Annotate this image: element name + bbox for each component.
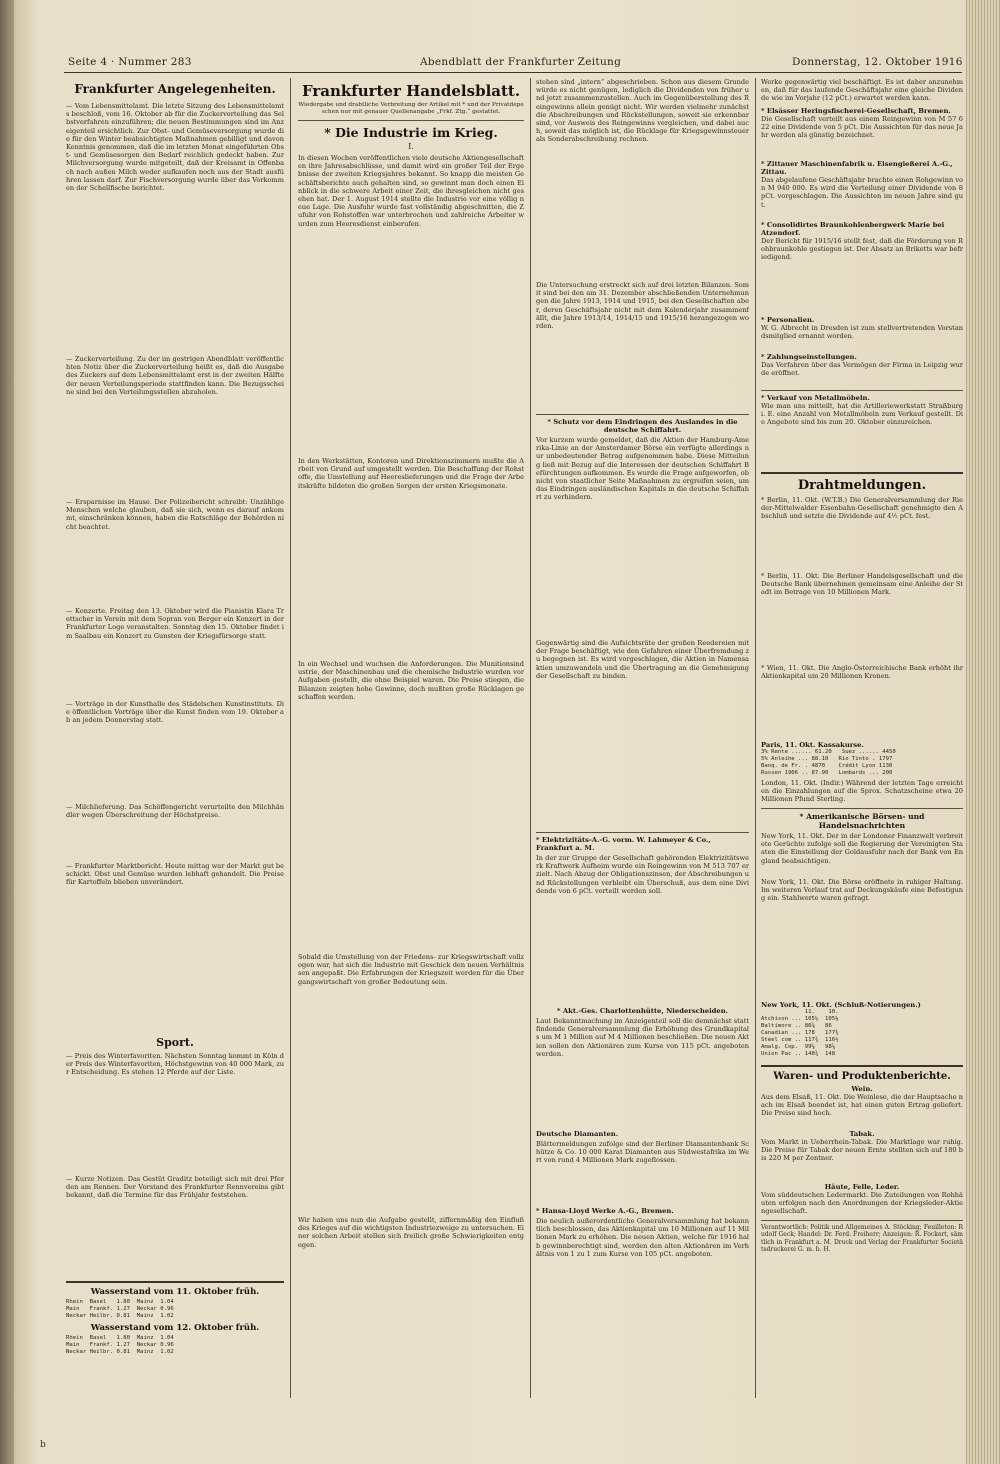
header-left: Seite 4 · Nummer 283 <box>68 56 192 68</box>
article-title-zittau: * Zittauer Maschinenfabrik u. Eisengießerei A.-G., Zittau. <box>761 160 953 176</box>
header-rule <box>64 72 962 73</box>
article-title-lahmeyer: * Elektrizitäts-A.-G. vorm. W. Lahmeyer & Co., Frankfurt a. M. <box>536 836 711 852</box>
column-telegrams <box>761 78 963 1258</box>
article-schiffahrt-p1: Vor kurzem wurde gemeldet, daß die Aktien der Hamburg-Amerika-Linie an der Amsterdamer Börse ein verfügte allerdings nur unbedeutender Betrag aufgenommen habe. Diese Mitteilung ließ mit Bezug auf die Interessen der deutschen Schiffahrt Befürchtungen aufkommen. Es wurde die Frage aufgeworfen, ob nicht von staatlicher Seite Maßnahmen zu ergreifen seien, um das Eindringen ausländischen Kapitals in die deutsche Schiffahrt zu verhindern. <box>536 436 749 502</box>
article-heringsfischerei: Die Gesellschaft verteilt aus einem Reingewinn von M 57 622 eine Dividende von 5 pCt. Die Aussichten für das neue Jahr werden als günstig bezeichnet. <box>761 115 963 140</box>
column-rule <box>530 78 531 1398</box>
column-rule <box>290 78 291 1398</box>
subsection-wein: Wein. <box>851 1085 873 1093</box>
subsection-haeute: Häute, Felle, Leder. <box>824 1183 900 1191</box>
article-title-charlottenhuette: * Akt.-Ges. Charlottenhütte, Niederscheiden. <box>556 1007 729 1015</box>
nyse-quotes-title: New York, 11. Okt. (Schluß-Notierungen.) <box>761 1001 921 1009</box>
article-title-personalien: * Personalien. <box>761 316 815 324</box>
article-part-number: I. <box>408 142 414 151</box>
telegram-wien: * Wien, 11. Okt. Die Anglo-Österreichische Bank erhöht ihr Aktienkapital um 20 Millionen Kronen. <box>761 664 963 681</box>
divider <box>761 1065 963 1067</box>
article-industrie-cont-2: Die Untersuchung erstreckt sich auf drei letzten Bilanzen. Somit sind bei den am 31. Dezember abschließenden Unternehmungen die Jahre 1913, 1914 und 1915, bei den Gesellschaften aber, deren Geschäftsjahr nicht mit dem Kalenderjahr zusammenfällt, die Jahre 1913/14, 1914/15 und 1915/16 herangezogen worden. <box>536 281 749 331</box>
article-personalien: W. G. Albrecht in Dresden ist zum stellvertretenden Vorstandsmitglied ernannt worden. <box>761 324 963 341</box>
handelsblatt-title: Frankfurter Handelsblatt. <box>301 82 521 100</box>
divider <box>66 1281 284 1283</box>
article-marktbericht: — Frankfurter Marktbericht. Heute mittag war der Markt gut beschickt. Obst und Gemüse wurden lebhaft gehandelt. Die Preise für Kartoffeln blieben unverändert. <box>66 862 284 887</box>
section-title-american: * Amerikanische Börsen- und Handelsnachrichten <box>799 812 925 830</box>
telegram-london: London, 11. Okt. (Indir.) Während der letzten Tage erreichten die Einzahlungen auf die Sprox. Schatzscheine etwa 20 Millionen Pfund Sterling. <box>761 779 963 804</box>
article-zahlungseinstellungen: Das Verfahren über das Vermögen der Firma in Leipzig wurde eröffnet. <box>761 361 963 378</box>
divider <box>536 414 749 415</box>
column-rule <box>755 78 756 1398</box>
header-center: Abendblatt der Frankfurter Zeitung <box>420 56 622 68</box>
page-mark: b <box>40 1440 46 1450</box>
article-ersparnisse: — Ersparnisse im Hause. Der Polizeibericht schreibt: Unzählige Menschen welche glauben, daß sie sich, wenn es darauf ankommt, einschränken können, haben die Ratschläge der Behörden nicht beachtet. <box>66 498 284 531</box>
article-konzerte: — Konzerte. Freitag den 13. Oktober wird die Pianistin Klara Trettscher in Verein mit dem Sopran von Berger ein Konzert in der Frankfurter Loge veranstalten. Sonntag den 15. Oktober findet im Saalbau ein Konzert zu Gunsten der Kriegsfürsorge statt. <box>66 607 284 640</box>
nyse-quotes-table: 11. 10. Atchison ... 105½ 105⅛ Baltimore .. 86⅜ 86 Canadian ... 178 177¾ Steel com .. 117¾ 116½ Amalg. Cop. 99⅝ 98⅞ Union Pac .. 148¾ 148 <box>761 1009 839 1057</box>
divider <box>298 120 524 121</box>
article-industrie-p2: In den Werkstätten, Kontoren und Direktionszimmern mußte die Arbeit von Grund auf umgestellt werden. Die Beschaffung der Rohstoffe, die Umstellung auf Heereslieferungen und die Frage der Arbeitskräfte bildeten die großen Sorgen der ersten Kriegsmonate. <box>298 457 524 490</box>
article-title-industrie: * Die Industrie im Krieg. <box>324 125 498 140</box>
article-braunkohle: Der Bericht für 1915/16 stellt fest, daß die Förderung von Rohbraunkohle gestiegen ist. Der Absatz an Briketts war befriedigend. <box>761 237 963 262</box>
column-local-news <box>66 78 284 1359</box>
column-handelsblatt <box>298 78 524 1366</box>
article-title-diamanten: Deutsche Diamanten. <box>536 1130 619 1138</box>
article-hansa-lloyd: Die neulich außerordentliche Generalversammlung hat bekanntlich beschlossen, das Aktienkapital um 10 Millionen auf 11 Millionen Mark zu erhöhen. Die neuen Aktien, welche für 1916 halb gewinnberechtigt sind, werden den alten Aktionären im Verhältnis von 1 zu 1 zum Kurse von 105 pCt. angeboten. <box>536 1217 749 1258</box>
telegram-berlin-1: * Berlin, 11. Okt. (W.T.B.) Die Generalversammlung der Rieder-Mittelwalder Eisenbahn-Gesellschaft genehmigte den Abschluß und setzte die Dividende auf 4½ pCt. fest. <box>761 496 963 521</box>
article-industrie-p5: Wir haben uns nun die Aufgabe gestellt, ziffernmäßig den Einfluß des Krieges auf die wichtigsten Industriezweige zu untersuchen. Einer solchen Arbeit stellen sich freilich große Schwierigkeiten entgegen. <box>298 1216 524 1249</box>
subsection-tabak: Tabak. <box>849 1130 875 1138</box>
column-business-news <box>536 78 749 1317</box>
divider <box>761 808 963 809</box>
water-level-title-1: Wasserstand vom 11. Oktober früh. <box>90 1287 260 1297</box>
section-title-drahtmeldungen: Drahtmeldungen. <box>797 478 927 493</box>
article-zittau: Das abgelaufene Geschäftsjahr brachte einen Rohgewinn von M 940 000. Es wird die Verteilung einer Dividende von 8 pCt. vorgeschlagen. Die Aussichten im neuen Jahre sind gut. <box>761 176 963 209</box>
article-industrie-p4: Sobald die Umstellung von der Friedens- zur Kriegswirtschaft vollzogen war, hat sich die Industrie mit Geschick den neuen Verhältnissen angepaßt. Die Erfahrungen der Kriegszeit werden für die Übergangswirtschaft von großer Bedeutung sein. <box>298 953 524 986</box>
article-title-metallmoebel: * Verkauf von Metallmöbeln. <box>761 394 870 402</box>
divider <box>761 390 963 391</box>
article-american-1: New York, 11. Okt. Der in der Londoner Finanzwelt verbreitete Gerüchte zufolge soll die Regierung der Vereinigten Staaten die Einstellung der Goldausfuhr nach der Bank von England beabsichtigen. <box>761 832 963 865</box>
handelsblatt-note: Wiedergabe und drahtliche Verbreitung der Artikel mit * und der Privatdepeschen nur mit genauer Quellenangabe „Frkf. Ztg.“ gestattet. <box>298 102 524 115</box>
article-haeute: Vom süddeutschen Ledermarkt. Die Zuteilungen von Rohhäuten erfolgen nach den Anordnungen der Kriegsleder-Aktiengesellschaft. <box>761 1191 963 1216</box>
article-title-schiffahrt: * Schutz vor dem Eindringen des Auslandes in die deutsche Schiffahrt. <box>547 418 738 434</box>
water-level-table-2: Rhein Basel 1.80 Mainz 1.04 Main Frankf. 1.27 Neckar 0.96 Neckar Heilbr. 0.81 Mainz 1.02 <box>66 1335 174 1355</box>
article-vortraege: — Vorträge in der Kunsthalle des Städelschen Kunstinstituts. Die öffentlichen Vorträge über die Kunst finden vom 19. Oktober ab an jedem Donnerstag statt. <box>66 700 284 725</box>
article-title-heringsfischerei: * Elsässer Heringsfischerei-Gesellschaft, Bremen. <box>761 107 951 115</box>
page-edge-stack <box>966 0 1000 1464</box>
article-title-zahlungseinstellungen: * Zahlungseinstellungen. <box>761 353 857 361</box>
article-lahmeyer: In der zur Gruppe der Gesellschaft gehörenden Elektrizitätswerk Kraftwerk Aufheim wurde ein Reingewinn von M 513 707 erzielt. Nach Abzug der Obligationszinsen, der Abschreibungen und Rückstellungen verbleibt ein Überschuß, aus dem eine Dividende von 6 pCt. verteilt werden soll. <box>536 854 749 895</box>
section-title-sport: Sport. <box>156 1036 194 1049</box>
article-milchlieferung: — Milchlieferung. Das Schöffengericht verurteilte den Milchhändler wegen Überschreitung der Höchstpreise. <box>66 803 284 820</box>
divider <box>536 832 749 833</box>
article-title-braunkohle: * Consolidirtes Braunkohlenbergwerk Marie bei Atzendorf. <box>761 221 945 237</box>
article-lebensmittelamt: — Vom Lebensmittelamt. Die letzte Sitzung des Lebensmittelamts beschloß, vom 16. Oktober ab für die Zuckerverteilung das Selbstverfahren einzuführen; die neuen Bestimmungen sind im Anzeigenteil ersichtlich. Zur Obst- und Gemüseversorgung wurde die für den Winter beabsichtigten Maßnahmen gebilligt und davon Kenntnis genommen, daß die im letzten Monat eingeführten Obst- und Gemüsesorgen den Bedarf reichlich gedeckt haben. Zur Milchversorgung wurde mitgeteilt, daß der Kreisamt in Offenbach nach außen Milch weder aufkaufen noch aus der Stadt ausführen lassen darf. Zur Fischversorgung wurde über das Vorkommen der Schellfische berichtet. <box>66 102 284 193</box>
water-level-table-1: Rhein Basel 1.80 Mainz 1.04 Main Frankf. 1.27 Neckar 0.96 Neckar Heilbr. 0.81 Mainz 1.02 <box>66 1299 174 1319</box>
section-title-waren: Waren- und Produktenberichte. <box>773 1071 951 1082</box>
paris-quotes-table: 3% Rente ...... 61.20 Suez ...... 4450 5% Anleihe ... 88.10 Rio Tinto . 1797 Banq. de Fr. . 4870 Crédit Lyon 1130 Russen 1906 .. 87.90 Lombards ... 200 <box>761 749 896 776</box>
section-title-local: Frankfurter Angelegenheiten. <box>74 82 276 96</box>
article-metallmoebel: Wie man uns mitteilt, hat die Artilleriewerkstatt Straßburg i. E. eine Anzahl von Metallmöbeln zum Verkauf gestellt. Die Angebote sind bis zum 20. Oktober einzureichen. <box>761 402 963 427</box>
article-industrie-p3: In ein Wechsel und wuchsen die Anforderungen. Die Munitionsindustrie, der Maschinenbau und die chemische Industrie wurden vor Aufgaben gestellt, die ohne Beispiel waren. Die Preise stiegen, die Bilanzen zeigten hohe Gewinne, doch mußten große Rücklagen geschaffen werden. <box>298 660 524 701</box>
telegram-berlin-2: * Berlin, 11. Okt. Die Berliner Handelsgesellschaft und die Deutsche Bank übernehmen gemeinsam eine Anleihe der Stadt im Betrage von 10 Millionen Mark. <box>761 572 963 597</box>
article-winterfavorit: — Preis des Winterfavoriten. Nächsten Sonntag kommt in Köln der Preis des Winterfavoriten, Höchstgewinn von 40 000 Mark, zur Entscheidung. Es stehen 12 Pferde auf der Liste. <box>66 1052 284 1077</box>
water-level-title-2: Wasserstand vom 12. Oktober früh. <box>90 1323 260 1333</box>
article-top-continuation: Werke gegenwärtig viel beschäftigt. Es ist daher anzunehmen, daß für das laufende Geschäftsjahr eine gleiche Dividende wie im Vorjahr (12 pCt.) erwartet werden kann. <box>761 78 963 103</box>
article-american-2: New York, 11. Okt. Die Börse eröffnete in ruhiger Haltung. Im weiteren Verlauf trat auf Deckungskäufe eine Befestigung ein. Stahlwerte waren gefragt. <box>761 878 963 903</box>
article-charlottenhuette: Laut Bekanntmachung im Anzeigenteil soll die demnächst stattfindende Generalversammlung die Erhöhung des Grundkapitals um M 1 Million auf M 4 Millionen beschließen. Die neuen Aktien sollen den Aktionären zum Kurse von 115 pCt. angeboten werden. <box>536 1017 749 1058</box>
page-binding <box>0 0 14 1464</box>
article-diamanten: Blättermeldungen zufolge sind der Berliner Diamantenbank Schütze & Co. 10 000 Karat Diamanten aus Südwestafrika im Wert von rund 4 Millionen Mark zugeflossen. <box>536 1140 749 1165</box>
article-title-hansa-lloyd: * Hansa-Lloyd Werke A.-G., Bremen. <box>536 1207 674 1215</box>
paris-quotes-title: Paris, 11. Okt. Kassakurse. <box>761 741 864 749</box>
divider <box>761 472 963 474</box>
imprint: Verantwortlich: Politik und Allgemeines A. Stöcking; Feuilleton: Rudolf Geck; Handel: Dr. Ferd. Freiherr; Anzeigen: R. Fockert, sämtlich in Frankfurt a. M. Druck und Verlag der Frankfurter Societätsdruckerei G. m. b. H. <box>761 1224 963 1254</box>
header-date: Donnerstag, 12. Oktober 1916 <box>792 56 963 68</box>
article-industrie-p1: In diesen Wochen veröffentlichen viele deutsche Aktiengesellschaften ihre Jahresabschlüsse, und damit wird ein großer Teil der Ergebnisse der zweiten Kriegsjahres bekannt. So knapp die meisten Geschäftsberichte auch gehalten sind, so gewinnt man doch einen Einblick in die schwere Arbeit einer Zeit, die ihresgleichen nicht gesehen hat. Der 1. August 1914 stellte die Industrie vor eine völlig neue Lage. Die Ausfuhr wurde fast vollständig abgeschnitten, die Zufuhr von Rohstoffen war unterbrochen und zahlreiche Arbeiter wurden zum Heeresdienst einberufen. <box>298 154 524 228</box>
article-wein: Aus dem Elsaß, 11. Okt. Die Weinlese, die der Hauptsache nach im Elsaß beendet ist, hat einen guten Ertrag geliefert. Die Preise sind hoch. <box>761 1093 963 1118</box>
divider <box>761 1220 963 1221</box>
article-schiffahrt-p2: Gegenwärtig sind die Aufsichtsräte der großen Reedereien mit der Frage beschäftigt, wie den Gefahren einer Überfremdung zu begegnen ist. Es wird vorgeschlagen, die Aktien in Namensaktien umzuwandeln und die Übertragung an die Genehmigung der Gesellschaft zu binden. <box>536 639 749 680</box>
article-zuckerverteilung: — Zuckerverteilung. Zu der im gestrigen Abendblatt veröffentlichten Notiz über die Zuckerverteilung heißt es, daß die Ausgabe des Zuckers auf dem Lebensmittelamt erst in der zweiten Hälfte der neuen Verteilungsperiode stattfinden kann. Die Bezugsscheine sind bei den Verteilungsstellen abzuholen. <box>66 355 284 396</box>
article-tabak: Vom Markt in Ueberrhein-Tabak. Die Marktlage war ruhig. Die Preise für Tabak der neuen Ernte stellten sich auf 180 bis 220 M per Zentner. <box>761 1138 963 1163</box>
article-kurze-notizen: — Kurze Notizen. Das Gestüt Graditz beteiligt sich mit drei Pferden am Rennen. Der Vorstand des Frankfurter Rennvereins gibt bekannt, daß die Termine für das Frühjahr feststehen. <box>66 1175 284 1200</box>
article-industrie-cont-1: stehen sind „intern“ abgeschrieben. Schon aus diesem Grunde würde es nicht genügen, lediglich die Dividenden von früher und jetzt zusammenzustellen. Auch im Gegenüberstellung des Reingewinns allein genügt nicht. Wir werden vielmehr zunächst die Abschreibungen und Rückstellungen, soweit sie erkennbar sind, vor Ausweis des Reingewinns vergleichen, und dabei auch, soweit das möglich ist, die Rücklage für Kriegsgewinnsteuer als Sonderabschreibung rechnen. <box>536 78 749 144</box>
